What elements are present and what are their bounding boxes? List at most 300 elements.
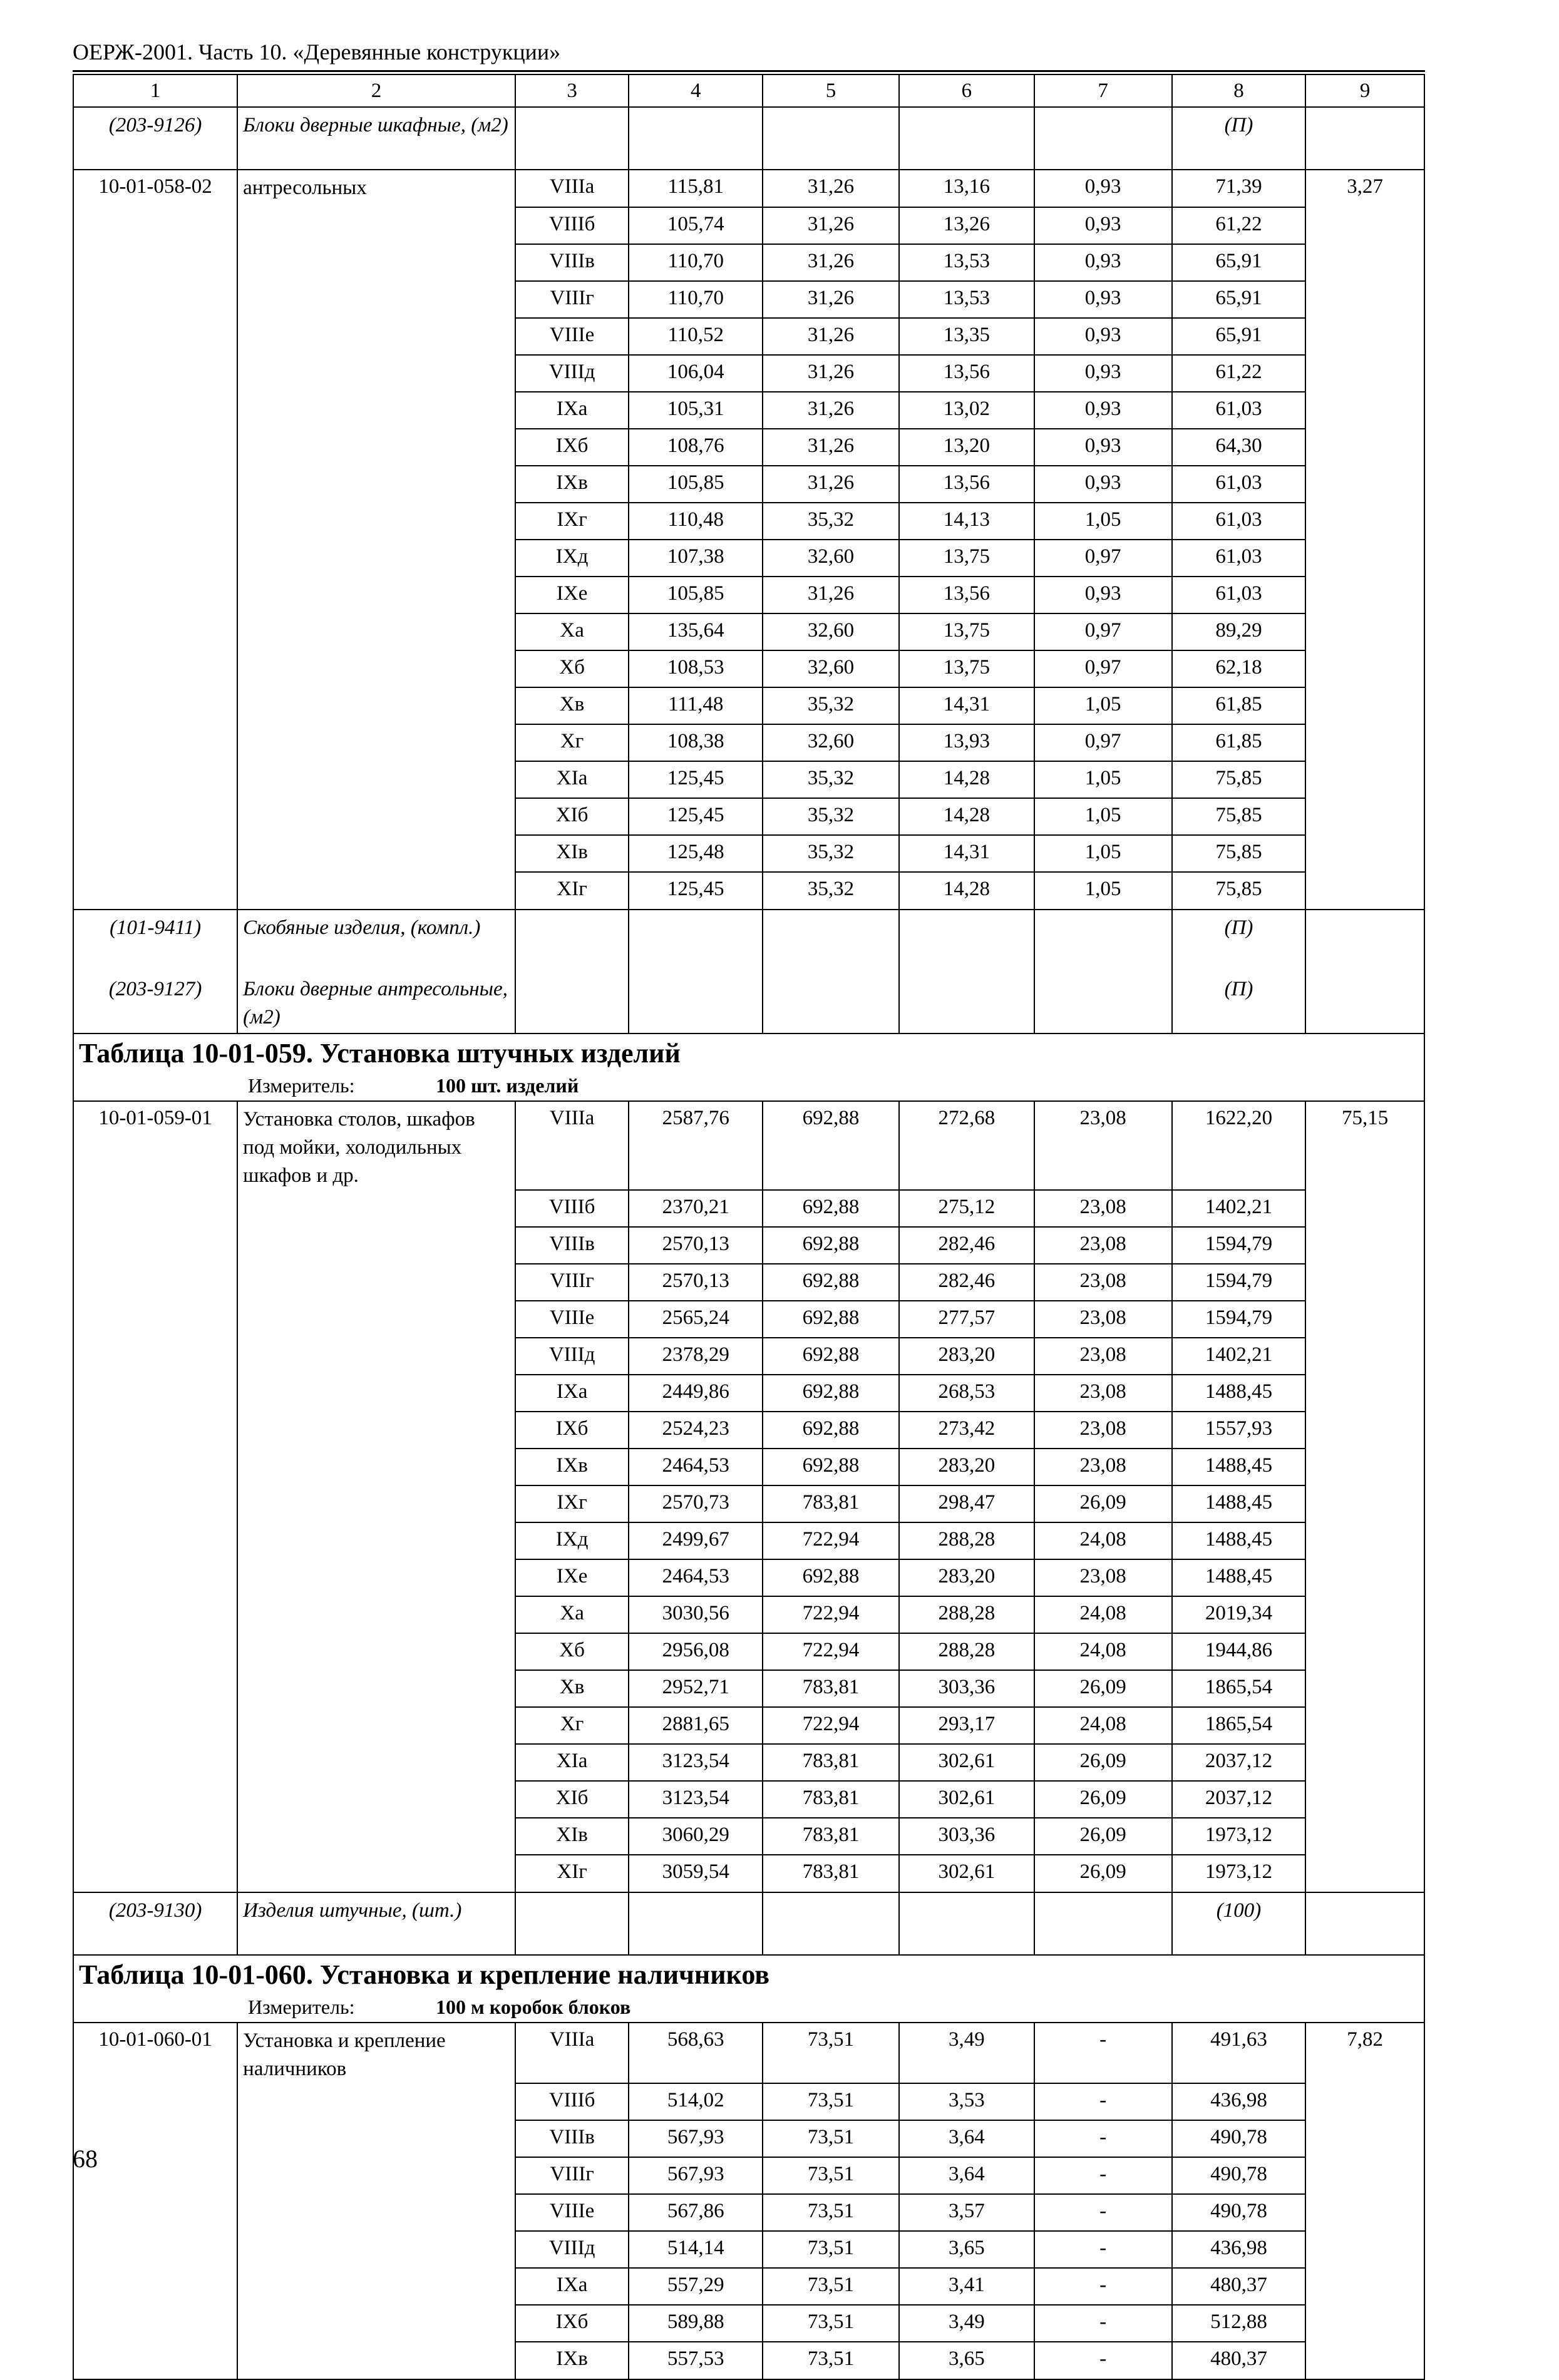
value-cell: 2464,53: [629, 1559, 763, 1596]
value-cell: 1,05: [1034, 872, 1172, 910]
value-cell: 31,26: [763, 355, 899, 392]
value-cell: 61,85: [1172, 687, 1306, 724]
rate-code: 10-01-058-02: [73, 170, 237, 207]
value-cell: 61,03: [1172, 503, 1306, 540]
column-number: 8: [1172, 74, 1306, 107]
table-row: [73, 761, 1424, 798]
value-cell: 24,08: [1034, 1596, 1172, 1633]
empty-cell: [237, 761, 515, 798]
rate-name: антресольных: [237, 170, 515, 207]
value-cell: 283,20: [899, 1338, 1034, 1375]
value-cell: 35,32: [763, 503, 899, 540]
value-cell: 3123,54: [629, 1744, 763, 1781]
value-cell: 1488,45: [1172, 1559, 1306, 1596]
value-cell: 73,51: [763, 2194, 899, 2231]
meter-label: Измеритель:: [248, 1074, 355, 1097]
empty-cell: [237, 577, 515, 613]
empty-cell: [1305, 1892, 1424, 1955]
value-cell: 31,26: [763, 466, 899, 503]
value-cell: 32,60: [763, 724, 899, 761]
empty-cell: [73, 1375, 237, 1412]
rate-code: 10-01-060-01: [73, 2023, 237, 2083]
value-cell: 13,26: [899, 207, 1034, 244]
table-row: [73, 244, 1424, 281]
empty-cell: [237, 2083, 515, 2120]
empty-cell: [73, 687, 237, 724]
value-cell: 65,91: [1172, 281, 1306, 318]
empty-cell: [73, 1264, 237, 1301]
value-cell: 75,85: [1172, 872, 1306, 910]
value-cell: 32,60: [763, 650, 899, 687]
empty-cell: [73, 2194, 237, 2231]
value-cell: 75,85: [1172, 798, 1306, 835]
empty-cell: [237, 355, 515, 392]
zone-cell: VIIIe: [515, 2194, 629, 2231]
empty-cell: [237, 540, 515, 577]
value-cell: 283,20: [899, 1559, 1034, 1596]
value-cell: 568,63: [629, 2023, 763, 2083]
zone-cell: XIa: [515, 1744, 629, 1781]
value-cell: 2570,73: [629, 1485, 763, 1522]
empty-cell: [899, 910, 1034, 972]
empty-cell: [1305, 1818, 1424, 1855]
value-cell: 1622,20: [1172, 1101, 1306, 1190]
value-cell: 107,38: [629, 540, 763, 577]
table-row: [73, 1707, 1424, 1744]
value-cell: 61,03: [1172, 577, 1306, 613]
empty-cell: [237, 2268, 515, 2305]
value-cell: 61,03: [1172, 392, 1306, 429]
empty-cell: [73, 540, 237, 577]
table-row: [73, 2305, 1424, 2342]
empty-cell: [73, 1485, 237, 1522]
table-row: [73, 1338, 1424, 1375]
zone-cell: IXe: [515, 577, 629, 613]
table-row: [73, 687, 1424, 724]
value-cell: 692,88: [763, 1190, 899, 1227]
value-cell: 35,32: [763, 687, 899, 724]
empty-cell: [1305, 2305, 1424, 2342]
value-cell: 2499,67: [629, 1522, 763, 1559]
value-cell: 3030,56: [629, 1596, 763, 1633]
zone-cell: VIIIв: [515, 244, 629, 281]
empty-cell: [237, 1522, 515, 1559]
value-cell: 75,85: [1172, 761, 1306, 798]
zone-cell: IXб: [515, 1412, 629, 1449]
empty-cell: [73, 2157, 237, 2194]
value-cell: 26,09: [1034, 1485, 1172, 1522]
empty-cell: [73, 244, 237, 281]
value-cell: 1488,45: [1172, 1485, 1306, 1522]
empty-cell: [515, 910, 629, 972]
value-cell: 73,51: [763, 2120, 899, 2157]
value-cell: 14,28: [899, 872, 1034, 910]
resource-value: (П): [1172, 107, 1306, 170]
resource-name: Блоки дверные антресольные, (м2): [237, 972, 515, 1034]
empty-cell: [1305, 429, 1424, 466]
value-cell: 31,26: [763, 207, 899, 244]
col9-value: 75,15: [1305, 1101, 1424, 1190]
empty-cell: [237, 2305, 515, 2342]
value-cell: 13,75: [899, 613, 1034, 650]
value-cell: 125,45: [629, 872, 763, 910]
value-cell: 303,36: [899, 1670, 1034, 1707]
zone-cell: XIб: [515, 798, 629, 835]
empty-cell: [237, 1264, 515, 1301]
value-cell: 64,30: [1172, 429, 1306, 466]
table-row: [73, 1855, 1424, 1892]
value-cell: 2956,08: [629, 1633, 763, 1670]
empty-cell: [73, 1449, 237, 1485]
table-row: [73, 2268, 1424, 2305]
value-cell: 3059,54: [629, 1855, 763, 1892]
zone-cell: XIa: [515, 761, 629, 798]
value-cell: 62,18: [1172, 650, 1306, 687]
value-cell: 692,88: [763, 1449, 899, 1485]
empty-cell: [73, 1412, 237, 1449]
value-cell: -: [1034, 2231, 1172, 2268]
value-cell: 288,28: [899, 1633, 1034, 1670]
empty-cell: [1305, 207, 1424, 244]
empty-cell: [629, 910, 763, 972]
value-cell: 24,08: [1034, 1522, 1172, 1559]
value-cell: 111,48: [629, 687, 763, 724]
empty-cell: [1305, 2268, 1424, 2305]
value-cell: 490,78: [1172, 2194, 1306, 2231]
value-cell: 0,93: [1034, 170, 1172, 207]
resource-code: (203-9130): [73, 1892, 237, 1955]
empty-cell: [1305, 2120, 1424, 2157]
empty-cell: [1305, 355, 1424, 392]
rates-table: [73, 74, 1425, 2380]
value-cell: 23,08: [1034, 1412, 1172, 1449]
empty-cell: [899, 107, 1034, 170]
value-cell: 23,08: [1034, 1264, 1172, 1301]
value-cell: 3,64: [899, 2157, 1034, 2194]
value-cell: 1865,54: [1172, 1670, 1306, 1707]
value-cell: 105,85: [629, 466, 763, 503]
table-title: Таблица 10-01-060. Установка и крепление наличников: [73, 1955, 1424, 1994]
value-cell: 31,26: [763, 392, 899, 429]
value-cell: 302,61: [899, 1855, 1034, 1892]
value-cell: 115,81: [629, 170, 763, 207]
empty-cell: [1305, 244, 1424, 281]
empty-cell: [237, 503, 515, 540]
empty-cell: [237, 1596, 515, 1633]
value-cell: 273,42: [899, 1412, 1034, 1449]
value-cell: 110,70: [629, 281, 763, 318]
value-cell: 722,94: [763, 1707, 899, 1744]
value-cell: 14,28: [899, 798, 1034, 835]
resource-value: (П): [1172, 972, 1306, 1034]
zone-cell: VIIIa: [515, 2023, 629, 2083]
value-cell: 0,97: [1034, 724, 1172, 761]
empty-cell: [1305, 1522, 1424, 1559]
zone-cell: Xг: [515, 1707, 629, 1744]
value-cell: 2037,12: [1172, 1744, 1306, 1781]
empty-cell: [237, 2194, 515, 2231]
empty-cell: [515, 1892, 629, 1955]
value-cell: 89,29: [1172, 613, 1306, 650]
empty-cell: [1305, 318, 1424, 355]
value-cell: 282,46: [899, 1264, 1034, 1301]
table-row: [73, 724, 1424, 761]
value-cell: 13,75: [899, 650, 1034, 687]
value-cell: 3060,29: [629, 1818, 763, 1855]
value-cell: 3,57: [899, 2194, 1034, 2231]
empty-cell: [73, 281, 237, 318]
value-cell: 73,51: [763, 2083, 899, 2120]
empty-cell: [1305, 835, 1424, 872]
empty-cell: [237, 2231, 515, 2268]
empty-cell: [1305, 1596, 1424, 1633]
value-cell: 302,61: [899, 1744, 1034, 1781]
empty-cell: [1305, 1559, 1424, 1596]
empty-cell: [1305, 503, 1424, 540]
empty-cell: [763, 972, 899, 1034]
empty-cell: [1305, 1707, 1424, 1744]
empty-cell: [1305, 1338, 1424, 1375]
value-cell: 283,20: [899, 1449, 1034, 1485]
value-cell: 23,08: [1034, 1449, 1172, 1485]
value-cell: 0,93: [1034, 429, 1172, 466]
empty-cell: [237, 2157, 515, 2194]
table-row: [73, 1227, 1424, 1264]
value-cell: 105,74: [629, 207, 763, 244]
resource-name: Блоки дверные шкафные, (м2): [237, 107, 515, 170]
resource-row: [73, 1892, 1424, 1955]
empty-cell: [1305, 910, 1424, 972]
zone-cell: IXe: [515, 1559, 629, 1596]
table-row: [73, 466, 1424, 503]
empty-cell: [73, 835, 237, 872]
value-cell: 0,93: [1034, 281, 1172, 318]
empty-cell: [1305, 724, 1424, 761]
value-cell: 783,81: [763, 1485, 899, 1522]
column-number: 3: [515, 74, 629, 107]
empty-cell: [237, 872, 515, 910]
value-cell: 303,36: [899, 1818, 1034, 1855]
value-cell: 110,70: [629, 244, 763, 281]
value-cell: 125,48: [629, 835, 763, 872]
zone-cell: XIг: [515, 1855, 629, 1892]
empty-cell: [237, 724, 515, 761]
value-cell: 557,29: [629, 2268, 763, 2305]
value-cell: 35,32: [763, 798, 899, 835]
empty-cell: [73, 207, 237, 244]
value-cell: 13,53: [899, 281, 1034, 318]
value-cell: 14,28: [899, 761, 1034, 798]
empty-cell: [763, 1892, 899, 1955]
zone-cell: IXв: [515, 466, 629, 503]
empty-cell: [237, 318, 515, 355]
empty-cell: [1305, 1449, 1424, 1485]
value-cell: 3,53: [899, 2083, 1034, 2120]
value-cell: 1,05: [1034, 835, 1172, 872]
value-cell: 23,08: [1034, 1559, 1172, 1596]
value-cell: 105,31: [629, 392, 763, 429]
empty-cell: [1305, 1227, 1424, 1264]
table-row: [73, 650, 1424, 687]
empty-cell: [1305, 540, 1424, 577]
value-cell: 0,97: [1034, 613, 1172, 650]
value-cell: 1402,21: [1172, 1338, 1306, 1375]
empty-cell: [1034, 1892, 1172, 1955]
value-cell: 3,65: [899, 2231, 1034, 2268]
value-cell: 26,09: [1034, 1744, 1172, 1781]
zone-cell: IXa: [515, 392, 629, 429]
value-cell: 23,08: [1034, 1190, 1172, 1227]
value-cell: 293,17: [899, 1707, 1034, 1744]
empty-cell: [73, 1227, 237, 1264]
empty-cell: [237, 613, 515, 650]
empty-cell: [629, 107, 763, 170]
table-row: [73, 318, 1424, 355]
empty-cell: [1305, 281, 1424, 318]
value-cell: 71,39: [1172, 170, 1306, 207]
value-cell: 288,28: [899, 1596, 1034, 1633]
zone-cell: XIв: [515, 835, 629, 872]
value-cell: 557,53: [629, 2342, 763, 2379]
empty-cell: [237, 392, 515, 429]
empty-cell: [73, 1338, 237, 1375]
empty-cell: [73, 1633, 237, 1670]
value-cell: 65,91: [1172, 318, 1306, 355]
value-cell: 302,61: [899, 1781, 1034, 1818]
empty-cell: [237, 1338, 515, 1375]
empty-cell: [73, 1559, 237, 1596]
resource-row: [73, 972, 1424, 1034]
resource-row: [73, 910, 1424, 972]
zone-cell: IXa: [515, 2268, 629, 2305]
column-number: 1: [73, 74, 237, 107]
empty-cell: [237, 1412, 515, 1449]
zone-cell: VIIIд: [515, 2231, 629, 2268]
table-row: [73, 429, 1424, 466]
value-cell: 277,57: [899, 1301, 1034, 1338]
empty-cell: [73, 872, 237, 910]
value-cell: 2037,12: [1172, 1781, 1306, 1818]
empty-cell: [1305, 1375, 1424, 1412]
value-cell: 1973,12: [1172, 1855, 1306, 1892]
empty-cell: [73, 1301, 237, 1338]
rate-code: 10-01-059-01: [73, 1101, 237, 1190]
value-cell: 567,93: [629, 2157, 763, 2194]
value-cell: 1,05: [1034, 503, 1172, 540]
zone-cell: Xa: [515, 613, 629, 650]
value-cell: 2524,23: [629, 1412, 763, 1449]
value-cell: 480,37: [1172, 2342, 1306, 2379]
value-cell: 26,09: [1034, 1818, 1172, 1855]
page-header-title: ОЕРЖ-2001. Часть 10. «Деревянные конструкции»: [73, 39, 561, 64]
empty-cell: [73, 2120, 237, 2157]
value-cell: 1557,93: [1172, 1412, 1306, 1449]
value-cell: -: [1034, 2194, 1172, 2231]
header-rule: [73, 70, 1425, 72]
value-cell: 13,56: [899, 466, 1034, 503]
value-cell: 13,93: [899, 724, 1034, 761]
zone-cell: IXв: [515, 1449, 629, 1485]
value-cell: 14,31: [899, 835, 1034, 872]
zone-cell: VIIIг: [515, 281, 629, 318]
zone-cell: VIIIг: [515, 1264, 629, 1301]
meter-label: Измеритель:: [248, 1996, 355, 2018]
table-row: [73, 1522, 1424, 1559]
value-cell: 268,53: [899, 1375, 1034, 1412]
resource-name: Изделия штучные, (шт.): [237, 1892, 515, 1955]
value-cell: 1488,45: [1172, 1375, 1306, 1412]
empty-cell: [237, 1855, 515, 1892]
table-row: [73, 392, 1424, 429]
value-cell: 514,14: [629, 2231, 763, 2268]
table-row: [73, 1744, 1424, 1781]
empty-cell: [1305, 1412, 1424, 1449]
empty-cell: [73, 2305, 237, 2342]
value-cell: 24,08: [1034, 1707, 1172, 1744]
value-cell: 73,51: [763, 2268, 899, 2305]
value-cell: 0,93: [1034, 244, 1172, 281]
value-cell: 13,16: [899, 170, 1034, 207]
value-cell: 275,12: [899, 1190, 1034, 1227]
meter-row: [73, 1073, 1424, 1101]
table-row: [73, 1264, 1424, 1301]
value-cell: 35,32: [763, 872, 899, 910]
empty-cell: [73, 355, 237, 392]
value-cell: 0,93: [1034, 577, 1172, 613]
zone-cell: VIIIe: [515, 318, 629, 355]
value-cell: 135,64: [629, 613, 763, 650]
zone-cell: XIг: [515, 872, 629, 910]
zone-cell: VIIIa: [515, 1101, 629, 1190]
meter-cell: [73, 1994, 1424, 2023]
table-row: [73, 1485, 1424, 1522]
table-row: [73, 613, 1424, 650]
empty-cell: [237, 650, 515, 687]
value-cell: 73,51: [763, 2305, 899, 2342]
value-cell: 1488,45: [1172, 1449, 1306, 1485]
value-cell: 26,09: [1034, 1670, 1172, 1707]
resource-value: (П): [1172, 910, 1306, 972]
table-title: Таблица 10-01-059. Установка штучных изделий: [73, 1034, 1424, 1073]
column-number: 9: [1305, 74, 1424, 107]
zone-cell: VIIIд: [515, 1338, 629, 1375]
zone-cell: IXб: [515, 2305, 629, 2342]
table-row: [73, 1412, 1424, 1449]
empty-cell: [73, 1670, 237, 1707]
zone-cell: IXг: [515, 1485, 629, 1522]
value-cell: 0,93: [1034, 466, 1172, 503]
empty-cell: [73, 1596, 237, 1633]
empty-cell: [73, 466, 237, 503]
value-cell: 692,88: [763, 1301, 899, 1338]
zone-cell: IXг: [515, 503, 629, 540]
empty-cell: [515, 972, 629, 1034]
value-cell: 2952,71: [629, 1670, 763, 1707]
column-number: 4: [629, 74, 763, 107]
empty-cell: [1305, 107, 1424, 170]
value-cell: 491,63: [1172, 2023, 1306, 2083]
table-title-row: [73, 1034, 1424, 1073]
value-cell: 125,45: [629, 761, 763, 798]
value-cell: 480,37: [1172, 2268, 1306, 2305]
empty-cell: [73, 2342, 237, 2379]
table-row: [73, 835, 1424, 872]
value-cell: 783,81: [763, 1818, 899, 1855]
value-cell: 31,26: [763, 170, 899, 207]
empty-cell: [1305, 466, 1424, 503]
zone-cell: Xг: [515, 724, 629, 761]
empty-cell: [237, 1485, 515, 1522]
